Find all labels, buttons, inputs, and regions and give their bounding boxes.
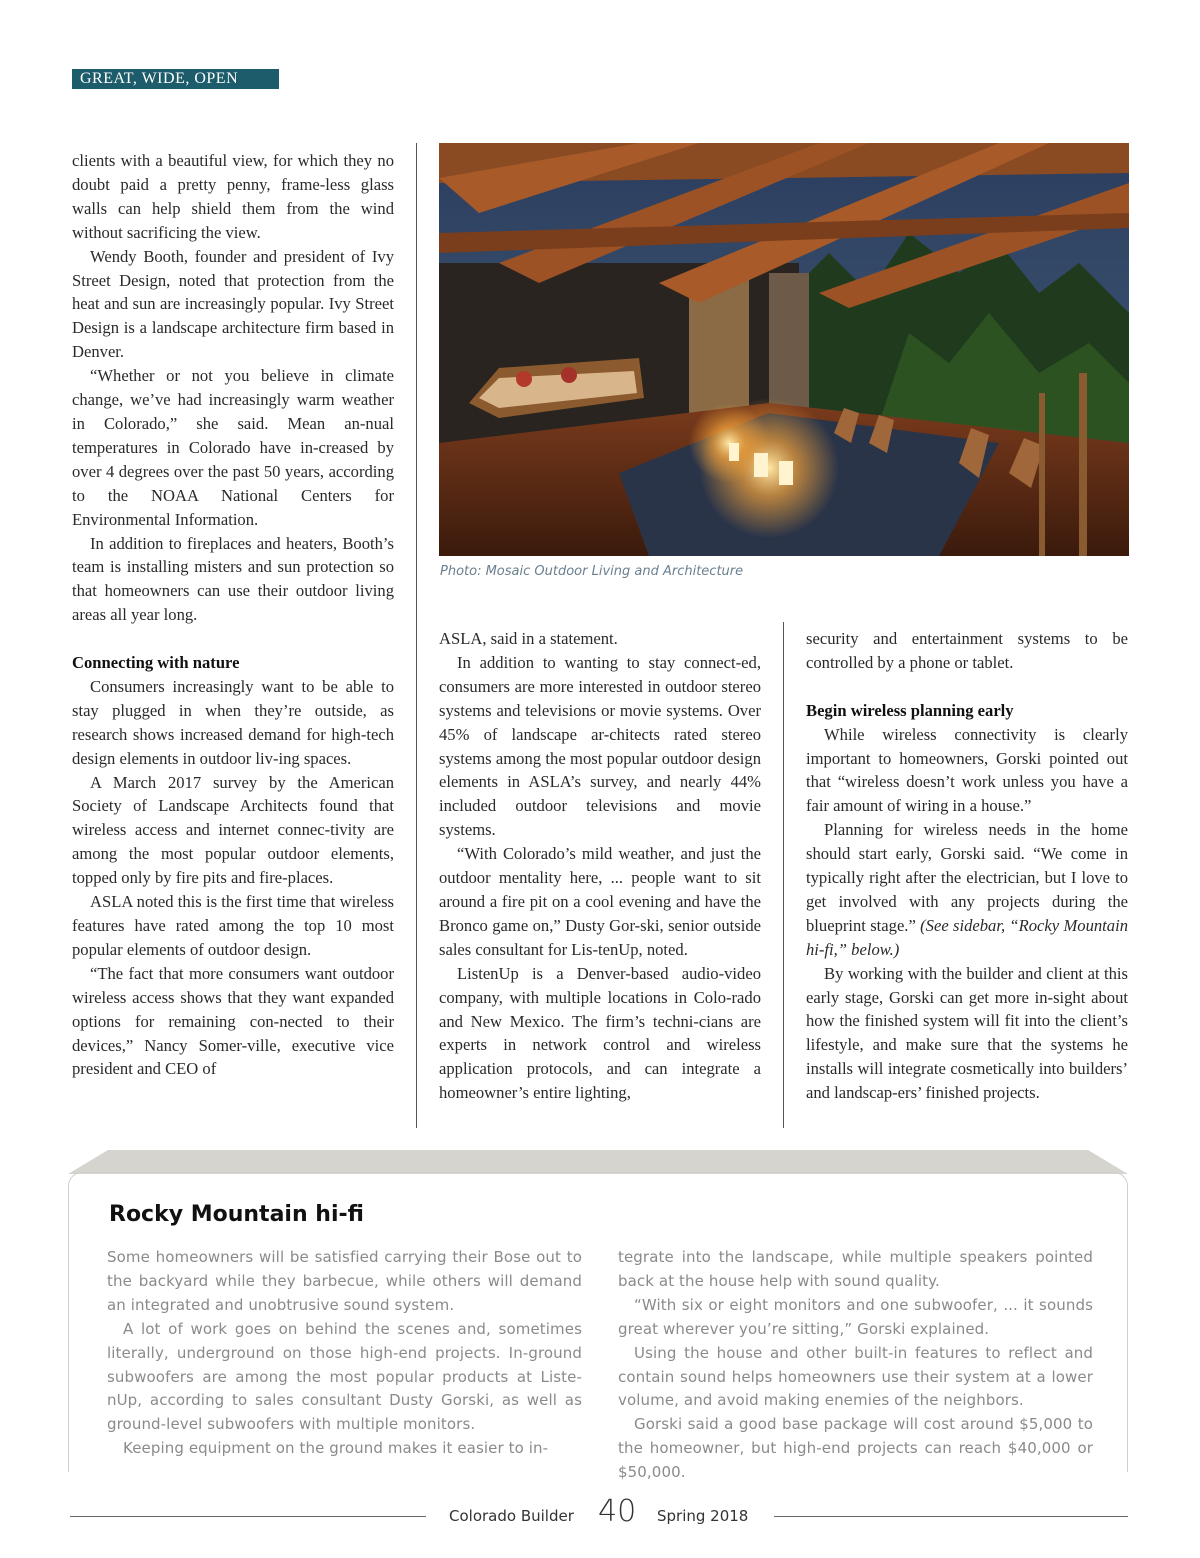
paragraph: “The fact that more consumers want outdoor wireless access shows that they want expanded options for remaining con-nected to their devices,” Nancy Somer-ville, executive vice president and CEO of [72, 963, 394, 1079]
column-divider [416, 143, 417, 1128]
subheading-begin-wireless-planning: Begin wireless planning early [806, 700, 1014, 720]
sidebar-column-1 [107, 1246, 582, 1461]
paragraph: A lot of work goes on behind the scenes and, sometimes literally, underground on those high-end projects. In-ground subwoofers are among the most popular products at Liste-nUp, according to sales consultant Dusty Gorski, as well as ground-level subwoofers with multiple monitors. [107, 1319, 582, 1434]
paragraph: tegrate into the landscape, while multiple speakers pointed back at the house help with sound quality. [618, 1248, 1093, 1290]
footer-rule-right [774, 1516, 1128, 1517]
paragraph: While wireless connectivity is clearly important to homeowners, Gorski pointed out that “wireless doesn’t work unless you have a fair amount of wiring in a house.” [806, 724, 1128, 816]
article-column-2 [439, 627, 761, 1105]
paragraph: In addition to fireplaces and heaters, Booth’s team is installing misters and sun protection so that homeowners can use their outdoor living areas all year long. [72, 533, 394, 625]
paragraph: Consumers increasingly want to be able to stay plugged in when they’re outside, as research shows increased demand for high-tech design elements in outdoor liv-ing spaces. [72, 676, 394, 768]
footer-issue: Spring 2018 [657, 1507, 749, 1525]
paragraph: In addition to wanting to stay connect-ed, consumers are more interested in outdoor stereo systems and televisions or movie systems. Over 45% of landscape ar-chitects rated stereo systems among the most popular outdoor design elements in ASLA’s survey, and nearly 44% included outdoor televisions and movie systems. [439, 652, 761, 840]
footer-rule-left [70, 1516, 426, 1517]
paragraph: Wendy Booth, founder and president of Ivy Street Design, noted that protection from the heat and sun are increasingly popular. Ivy Street Design is a landscape architecture firm based in Denver. [72, 246, 394, 362]
paragraph-text: Planning for wireless needs in the home should start early, Gorski said. “We come in typically right after the electrician, but I love to get involved with any projects during the blueprint stage.” [806, 820, 1128, 935]
photo-caption: Photo: Mosaic Outdoor Living and Architecture [440, 564, 744, 579]
article-column-3 [806, 627, 1128, 1105]
sidebar-column-2 [618, 1246, 1093, 1485]
paragraph: “With six or eight monitors and one subwoofer, ... it sounds great wherever you’re sitting,” Gorski explained. [618, 1295, 1093, 1338]
paragraph: Using the house and other built-in features to reflect and contain sound helps homeowners use their system at a lower volume, and avoid making enemies of the neighbors. [618, 1343, 1093, 1410]
section-tag: GREAT, WIDE, OPEN [72, 69, 279, 89]
paragraph: ListenUp is a Denver-based audio-video company, with multiple locations in Colo-rado and New Mexico. The firm’s techni-cians are experts in network control and wireless application protocols, and can integrate a homeowner’s entire lighting, [439, 963, 761, 1103]
sidebar-title: Rocky Mountain hi-fi [109, 1202, 364, 1227]
patio-photo [439, 143, 1129, 556]
paragraph: clients with a beautiful view, for which they no doubt paid a pretty penny, frame-less glass walls can help shield them from the wind without sacrificing the view. [72, 151, 394, 242]
paragraph: Gorski said a good base package will cost around $5,000 to the homeowner, but high-end projects can reach $40,000 or $50,000. [618, 1415, 1093, 1482]
sidebar-top-band [68, 1150, 1128, 1174]
subheading-connecting-with-nature: Connecting with nature [72, 653, 240, 673]
paragraph [806, 818, 1128, 961]
paragraph: Keeping equipment on the ground makes it easier to in- [123, 1439, 549, 1458]
paragraph: “With Colorado’s mild weather, and just the outdoor mentality here, ... people want to sit around a fire pit on a cool evening and have the Bronco game on,” Dusty Gor-ski, senior outside sales consultant for Lis-tenUp, noted. [439, 844, 761, 959]
paragraph: ASLA, said in a statement. [439, 629, 618, 648]
paragraph: ASLA noted this is the first time that wireless features have rated among the top 10 most popular elements of outdoor design. [72, 892, 394, 959]
paragraph: By working with the builder and client at this early stage, Gorski can get more in-sight about how the finished system will fit into the client’s lifestyle, and make sure that the systems he installs will integrate cosmetically into builders’ and landscap-ers’ finished projects. [806, 963, 1128, 1103]
paragraph: A March 2017 survey by the American Society of Landscape Architects found that wireless access and internet connec-tivity are among the most popular outdoor elements, topped only by fire pits and fire-places. [72, 772, 394, 888]
paragraph: security and entertainment systems to be controlled by a phone or tablet. [806, 629, 1128, 672]
footer-publication: Colorado Builder [449, 1507, 574, 1525]
column-divider [783, 622, 784, 1128]
article-column-1 [72, 149, 394, 1081]
page-number: 40 [598, 1494, 637, 1529]
paragraph: Some homeowners will be satisfied carrying their Bose out to the backyard while they barbecue, while others will demand an integrated and unobtrusive sound system. [107, 1248, 582, 1314]
paragraph: “Whether or not you believe in climate change, we’ve had increasingly warm weather in Colorado,” she said. Mean an-nual temperatures in Colorado have in-creased by over 4 degrees over the past 50 years, according to the NOAA National Centers for Environmental Information. [72, 366, 394, 529]
sidebar-reference: (See sidebar, “Rocky Mountain hi-fi,” below.) [806, 915, 1128, 959]
